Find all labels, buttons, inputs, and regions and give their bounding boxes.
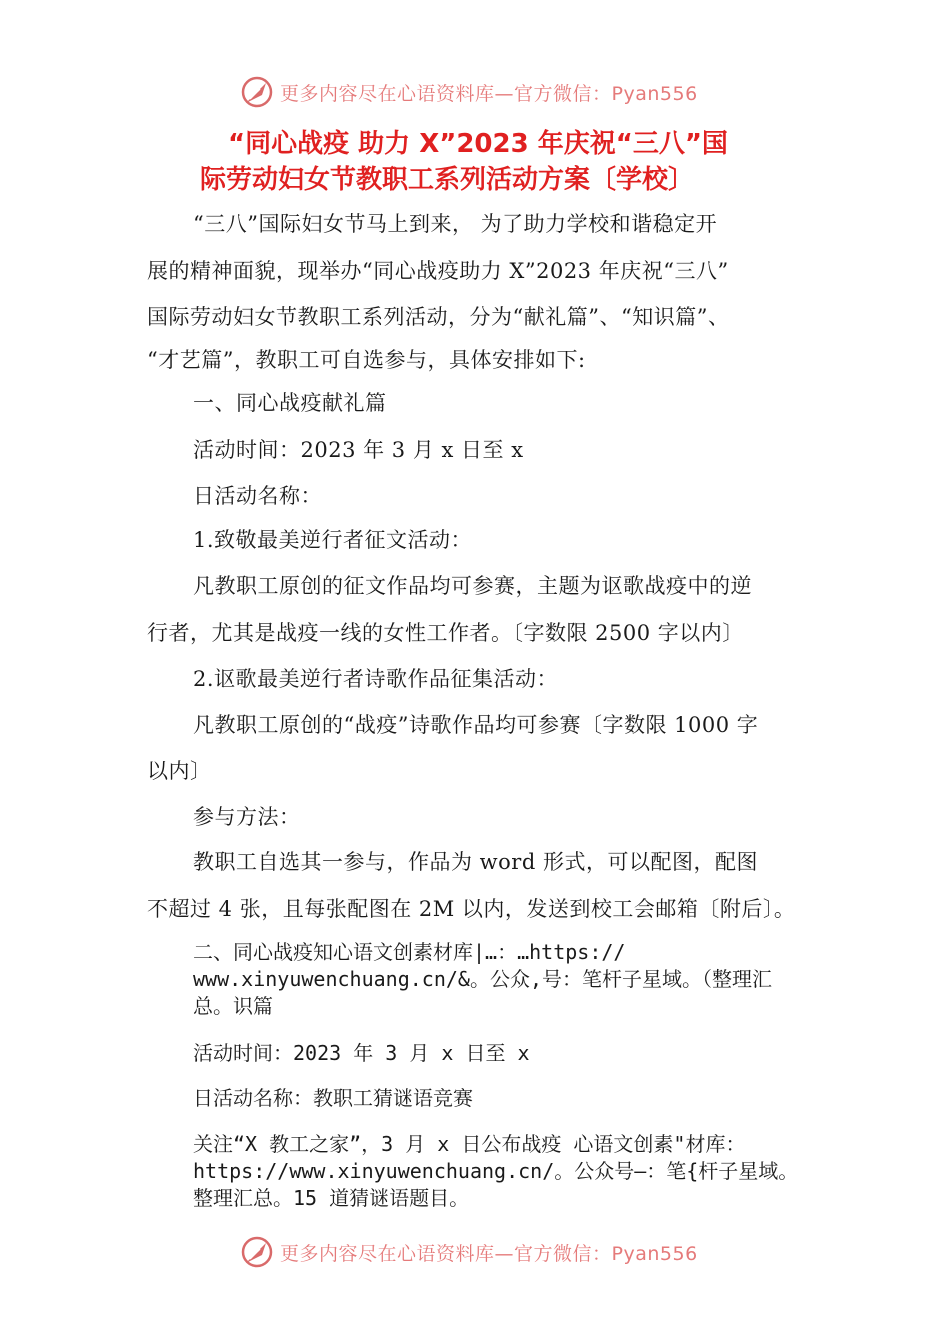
body-line: 教职工自选其一参与，作品为 word 形式，可以配图，配图 [193, 850, 758, 874]
body-line: 国际劳动妇女节教职工系列活动，分为“献礼篇”、“知识篇”、 [147, 305, 730, 329]
body-line: 日活动名称： [193, 484, 322, 508]
body-line: www.xinyuwenchuang.cn/&。公众,号：笔杆子星域。（整理汇 [193, 967, 772, 991]
document-title [200, 126, 820, 198]
quill-circle-logo-icon [240, 75, 274, 109]
watermark-text: 更多内容尽在心语资料库—官方微信：Pyan556 [280, 82, 698, 105]
section-heading: 一、同心战疫献礼篇 [193, 391, 387, 415]
body-line: 活动时间：2023 年 3 月 x 日至 x [193, 1041, 530, 1065]
body-line: 总。识篇 [193, 994, 273, 1018]
subheading: 2.讴歌最美逆行者诗歌作品征集活动： [193, 667, 559, 691]
subheading: 1.致敬最美逆行者征文活动： [193, 528, 473, 552]
body-line: 以内〕 [147, 759, 212, 783]
body-line: 凡教职工原创的“战疫”诗歌作品均可参赛〔字数限 1000 字 [193, 713, 759, 737]
body-line: 不超过 4 张，且每张配图在 2M 以内，发送到校工会邮箱〔附后〕。 [147, 897, 796, 921]
quill-circle-logo-icon [240, 1235, 274, 1269]
watermark-banner-bottom [240, 1232, 760, 1272]
body-line: 展的精神面貌，现举办“同心战疫助力 X”2023 年庆祝“三八” [147, 259, 729, 283]
watermark-text: 更多内容尽在心语资料库—官方微信：Pyan556 [280, 1242, 698, 1265]
body-line: 活动时间：2023 年 3 月 x 日至 x [193, 438, 524, 462]
body-line: 关注“X 教工之家”，3 月 x 日公布战疫 心语文创素"材库： [193, 1132, 746, 1156]
body-line: https://www.xinyuwenchuang.cn/。公众号—：笔{杆子星域。 [193, 1159, 799, 1183]
body-line: 行者，尤其是战疫一线的女性工作者。〔字数限 2500 字以内〕 [147, 621, 744, 645]
body-line: “才艺篇”，教职工可自选参与，具体安排如下: [147, 348, 586, 372]
body-line: 凡教职工原创的征文作品均可参赛，主题为讴歌战疫中的逆 [193, 574, 752, 598]
body-line: “三八”国际妇女节马上到来， 为了助力学校和谐稳定开 [193, 212, 718, 236]
title-line-1: “同心战疫 助力 X”2023 年庆祝“三八”国 [228, 129, 728, 159]
title-line-2: 际劳动妇女节教职工系列活动方案〔学校〕 [200, 165, 695, 195]
subheading: 参与方法： [193, 805, 301, 829]
watermark-banner-top [240, 72, 760, 112]
body-line: 整理汇总。15 道猜谜语题目。 [193, 1186, 470, 1210]
body-line: 二、同心战疫知心语文创素材库|…：…https:// [193, 940, 626, 964]
body-line: 日活动名称：教职工猜谜语竞赛 [193, 1086, 473, 1110]
